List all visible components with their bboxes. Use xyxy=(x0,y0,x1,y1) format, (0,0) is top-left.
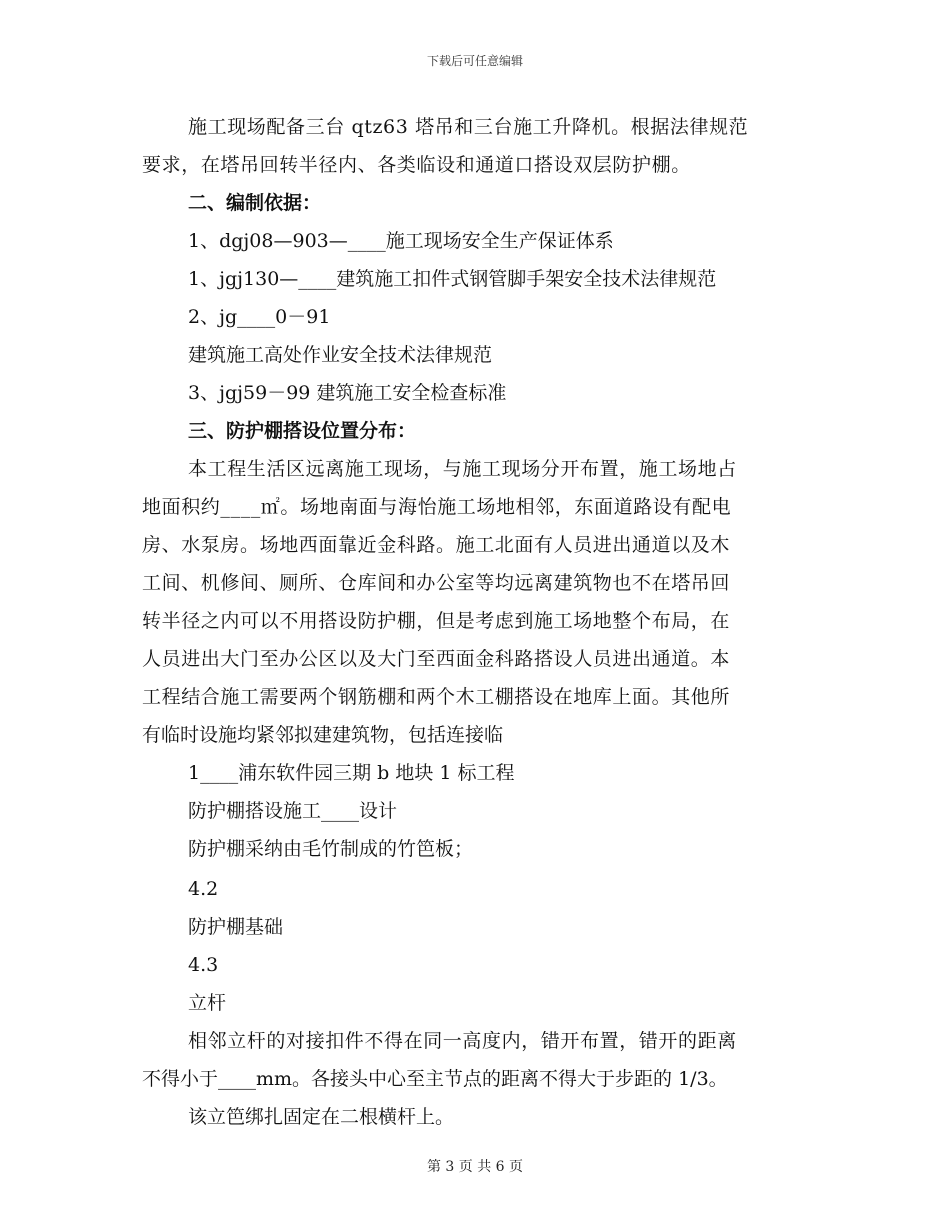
section-heading: 二、编制依据： xyxy=(188,192,322,214)
paragraph-line: 1____浦东软件园三期 b 地块 1 标工程 xyxy=(188,762,515,784)
paragraph-line: 转半径之内可以不用搭设防护棚，但是考虑到施工场地整个布局，在 xyxy=(142,610,731,632)
reference-item: 建筑施工高处作业安全技术法律规范 xyxy=(188,344,493,366)
subsection-title: 防护棚基础 xyxy=(188,916,284,938)
paragraph-line: 有临时设施均紧邻拟建建筑物，包括连接临 xyxy=(142,724,504,746)
paragraph-line: 地面积约____㎡。场地南面与海怡施工场地相邻，东面道路设有配电 xyxy=(142,496,732,518)
paragraph-line: 工程结合施工需要两个钢筋棚和两个木工棚搭设在地库上面。其他所 xyxy=(142,686,731,708)
paragraph-line: 该立笆绑扎固定在二根横杆上。 xyxy=(188,1106,455,1128)
paragraph-line: 房、水泵房。场地西面靠近金科路。施工北面有人员进出通道以及木 xyxy=(142,534,731,556)
reference-item: 1、jgj130—____建筑施工扣件式钢管脚手架安全技术法律规范 xyxy=(188,268,717,290)
subsection-title: 立杆 xyxy=(188,992,227,1014)
paragraph-line: 人员进出大门至办公区以及大门至西面金科路搭设人员进出通道。本 xyxy=(142,648,731,670)
paragraph-line: 工间、机修间、厕所、仓库间和办公室等均远离建筑物也不在塔吊回 xyxy=(142,572,731,594)
paragraph-line: 施工现场配备三台 qtz63 塔吊和三台施工升降机。根据法律规范 xyxy=(188,116,749,138)
paragraph-line: 本工程生活区远离施工现场，与施工现场分开布置，施工场地占 xyxy=(188,458,737,480)
page-header: 下载后可任意编辑 xyxy=(426,54,523,68)
reference-item: 3、jgj59－99 建筑施工安全检查标准 xyxy=(188,382,507,404)
subsection-number: 4.2 xyxy=(188,878,219,900)
paragraph-line: 要求，在塔吊回转半径内、各类临设和通道口搭设双层防护棚。 xyxy=(142,154,691,176)
page-footer: 第 3 页 共 6 页 xyxy=(426,1159,524,1175)
paragraph-line: 相邻立杆的对接扣件不得在同一高度内，错开布置，错开的距离 xyxy=(188,1030,737,1052)
section-heading: 三、防护棚搭设位置分布： xyxy=(188,420,417,442)
paragraph-line: 不得小于____mm。各接头中心至主节点的距离不得大于步距的 1/3。 xyxy=(142,1068,728,1090)
reference-item: 1、dgj08—903—____施工现场安全生产保证体系 xyxy=(188,230,614,252)
paragraph-line: 防护棚搭设施工____设计 xyxy=(188,800,398,822)
paragraph-line: 防护棚采纳由毛竹制成的竹笆板； xyxy=(188,838,474,860)
reference-item: 2、jg____0－91 xyxy=(188,306,331,328)
subsection-number: 4.3 xyxy=(188,954,219,976)
